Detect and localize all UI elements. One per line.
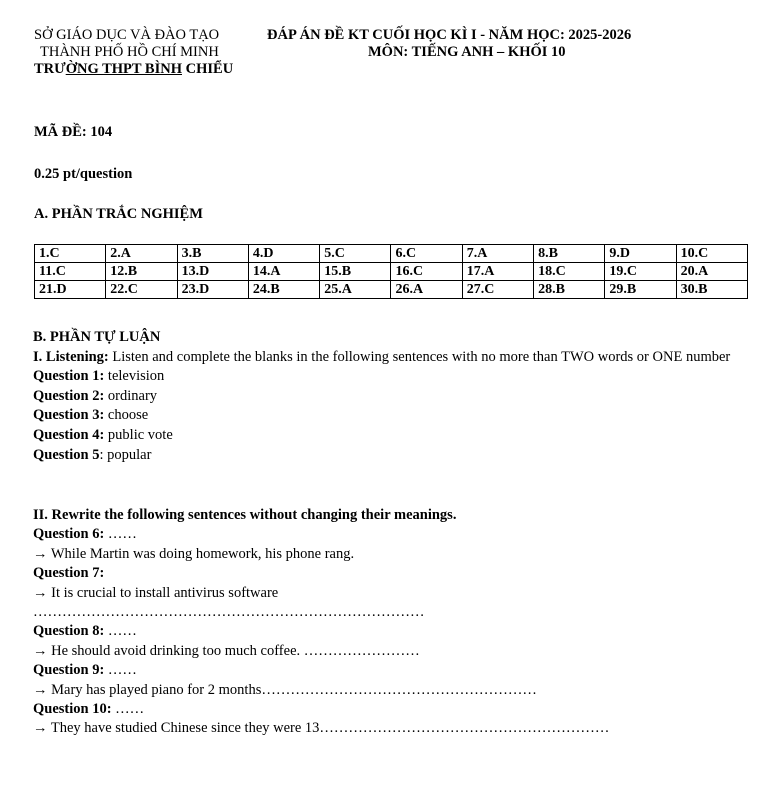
answer-cell: 16.C	[391, 263, 462, 281]
question-answer: public vote	[104, 426, 173, 443]
section-a-title: A. PHẦN TRẮC NGHIỆM	[34, 206, 203, 222]
table-row	[35, 263, 748, 281]
list-item	[33, 446, 748, 466]
answer-cell: 20.A	[676, 263, 747, 281]
department-line-1: SỞ GIÁO DỤC VÀ ĐÀO TẠO	[34, 27, 220, 43]
school-name-prefix: TRƯ	[34, 61, 66, 77]
question-answer: : popular	[99, 446, 152, 463]
answer-cell: 15.B	[320, 263, 391, 281]
question-dots: ……	[111, 701, 145, 718]
school-name-underlined: ỜNG THPT BÌNH	[65, 61, 182, 77]
question-label: Question 4:	[33, 426, 105, 443]
rewrite-answer: → They have studied Chinese since they were 13……………………………………………………	[33, 720, 610, 737]
question-answer: choose	[104, 407, 149, 424]
listening-instruction	[33, 348, 748, 368]
points-note: 0.25 pt/question	[34, 166, 133, 182]
section-b	[33, 328, 748, 465]
question-dots: ……	[104, 662, 137, 679]
answer-cell: 14.A	[248, 263, 319, 281]
listening-instruction-text: Listen and complete the blanks in the following sentences with no more than TWO words or ONE number	[108, 348, 731, 365]
answer-cell: 11.C	[35, 263, 106, 281]
table-row	[35, 245, 748, 263]
question-answer: ordinary	[104, 387, 158, 404]
answer-cell: 8.B	[534, 245, 605, 263]
question-dots: ……	[104, 526, 137, 543]
question-label: Question 10:	[33, 701, 112, 718]
answer-cell: 4.D	[248, 245, 319, 263]
table-row	[35, 281, 748, 299]
answer-cell: 10.C	[676, 245, 747, 263]
list-item	[33, 426, 748, 446]
question-dots: ……	[104, 623, 137, 640]
answer-cell: 27.C	[462, 281, 533, 299]
answer-cell: 21.D	[35, 281, 106, 299]
rewrite-title: II. Rewrite the following sentences without changing their meanings.	[33, 507, 457, 523]
answer-cell: 1.C	[35, 245, 106, 263]
answer-cell: 23.D	[177, 281, 248, 299]
answer-cell: 13.D	[177, 263, 248, 281]
answer-cell: 29.B	[605, 281, 676, 299]
list-item	[33, 661, 748, 680]
question-label: Question 6:	[33, 526, 105, 543]
answer-cell: 9.D	[605, 245, 676, 263]
document-title: ĐÁP ÁN ĐỀ KT CUỐI HỌC KÌ I - NĂM HỌC: 2025-2026	[267, 27, 632, 43]
answer-cell: 17.A	[462, 263, 533, 281]
answer-cell: 3.B	[177, 245, 248, 263]
question-answer: television	[104, 368, 165, 385]
answer-cell: 30.B	[676, 281, 747, 299]
rewrite-answer: → He should avoid drinking too much coffee. ……………………	[33, 642, 420, 659]
answer-cell: 12.B	[106, 263, 177, 281]
answer-cell: 6.C	[391, 245, 462, 263]
answer-cell: 28.B	[534, 281, 605, 299]
list-item	[33, 406, 748, 426]
list-item	[33, 387, 748, 407]
answer-cell: 25.A	[320, 281, 391, 299]
rewrite-section	[33, 506, 748, 739]
school-name	[34, 61, 233, 78]
answer-cell: 19.C	[605, 263, 676, 281]
answer-cell: 2.A	[106, 245, 177, 263]
question-label: Question 7:	[33, 565, 105, 582]
rewrite-answer: → While Martin was doing homework, his phone rang.	[33, 545, 355, 562]
answer-cell: 26.A	[391, 281, 462, 299]
section-b-title: B. PHẦN TỰ LUẬN	[33, 329, 161, 345]
subject-line: MÔN: TIẾNG ANH – KHỐI 10	[368, 44, 566, 60]
list-item	[33, 700, 748, 719]
question-label: Question 5	[33, 446, 100, 463]
answer-dotline: ………………………………………………………………………	[33, 604, 425, 621]
answer-table	[34, 244, 748, 299]
department-line-2: THÀNH PHỐ HỒ CHÍ MINH	[40, 44, 219, 60]
answer-cell: 18.C	[534, 263, 605, 281]
school-name-suffix: CHIỂU	[182, 61, 234, 77]
question-label: Question 8:	[33, 623, 105, 640]
rewrite-answer: → Mary has played piano for 2 months…………………………………………………	[33, 681, 537, 698]
question-label: Question 9:	[33, 662, 105, 679]
exam-code: MÃ ĐỀ: 104	[34, 124, 113, 140]
rewrite-answer: → It is crucial to install antivirus software	[33, 584, 279, 601]
list-item	[33, 622, 748, 641]
answer-cell: 22.C	[106, 281, 177, 299]
question-label: Question 2:	[33, 387, 105, 404]
question-label: Question 3:	[33, 407, 105, 424]
listening-label: I. Listening:	[33, 348, 109, 365]
answer-cell: 5.C	[320, 245, 391, 263]
list-item	[33, 525, 748, 544]
question-label: Question 1:	[33, 368, 105, 385]
answer-cell: 7.A	[462, 245, 533, 263]
answer-cell: 24.B	[248, 281, 319, 299]
list-item	[33, 367, 748, 387]
